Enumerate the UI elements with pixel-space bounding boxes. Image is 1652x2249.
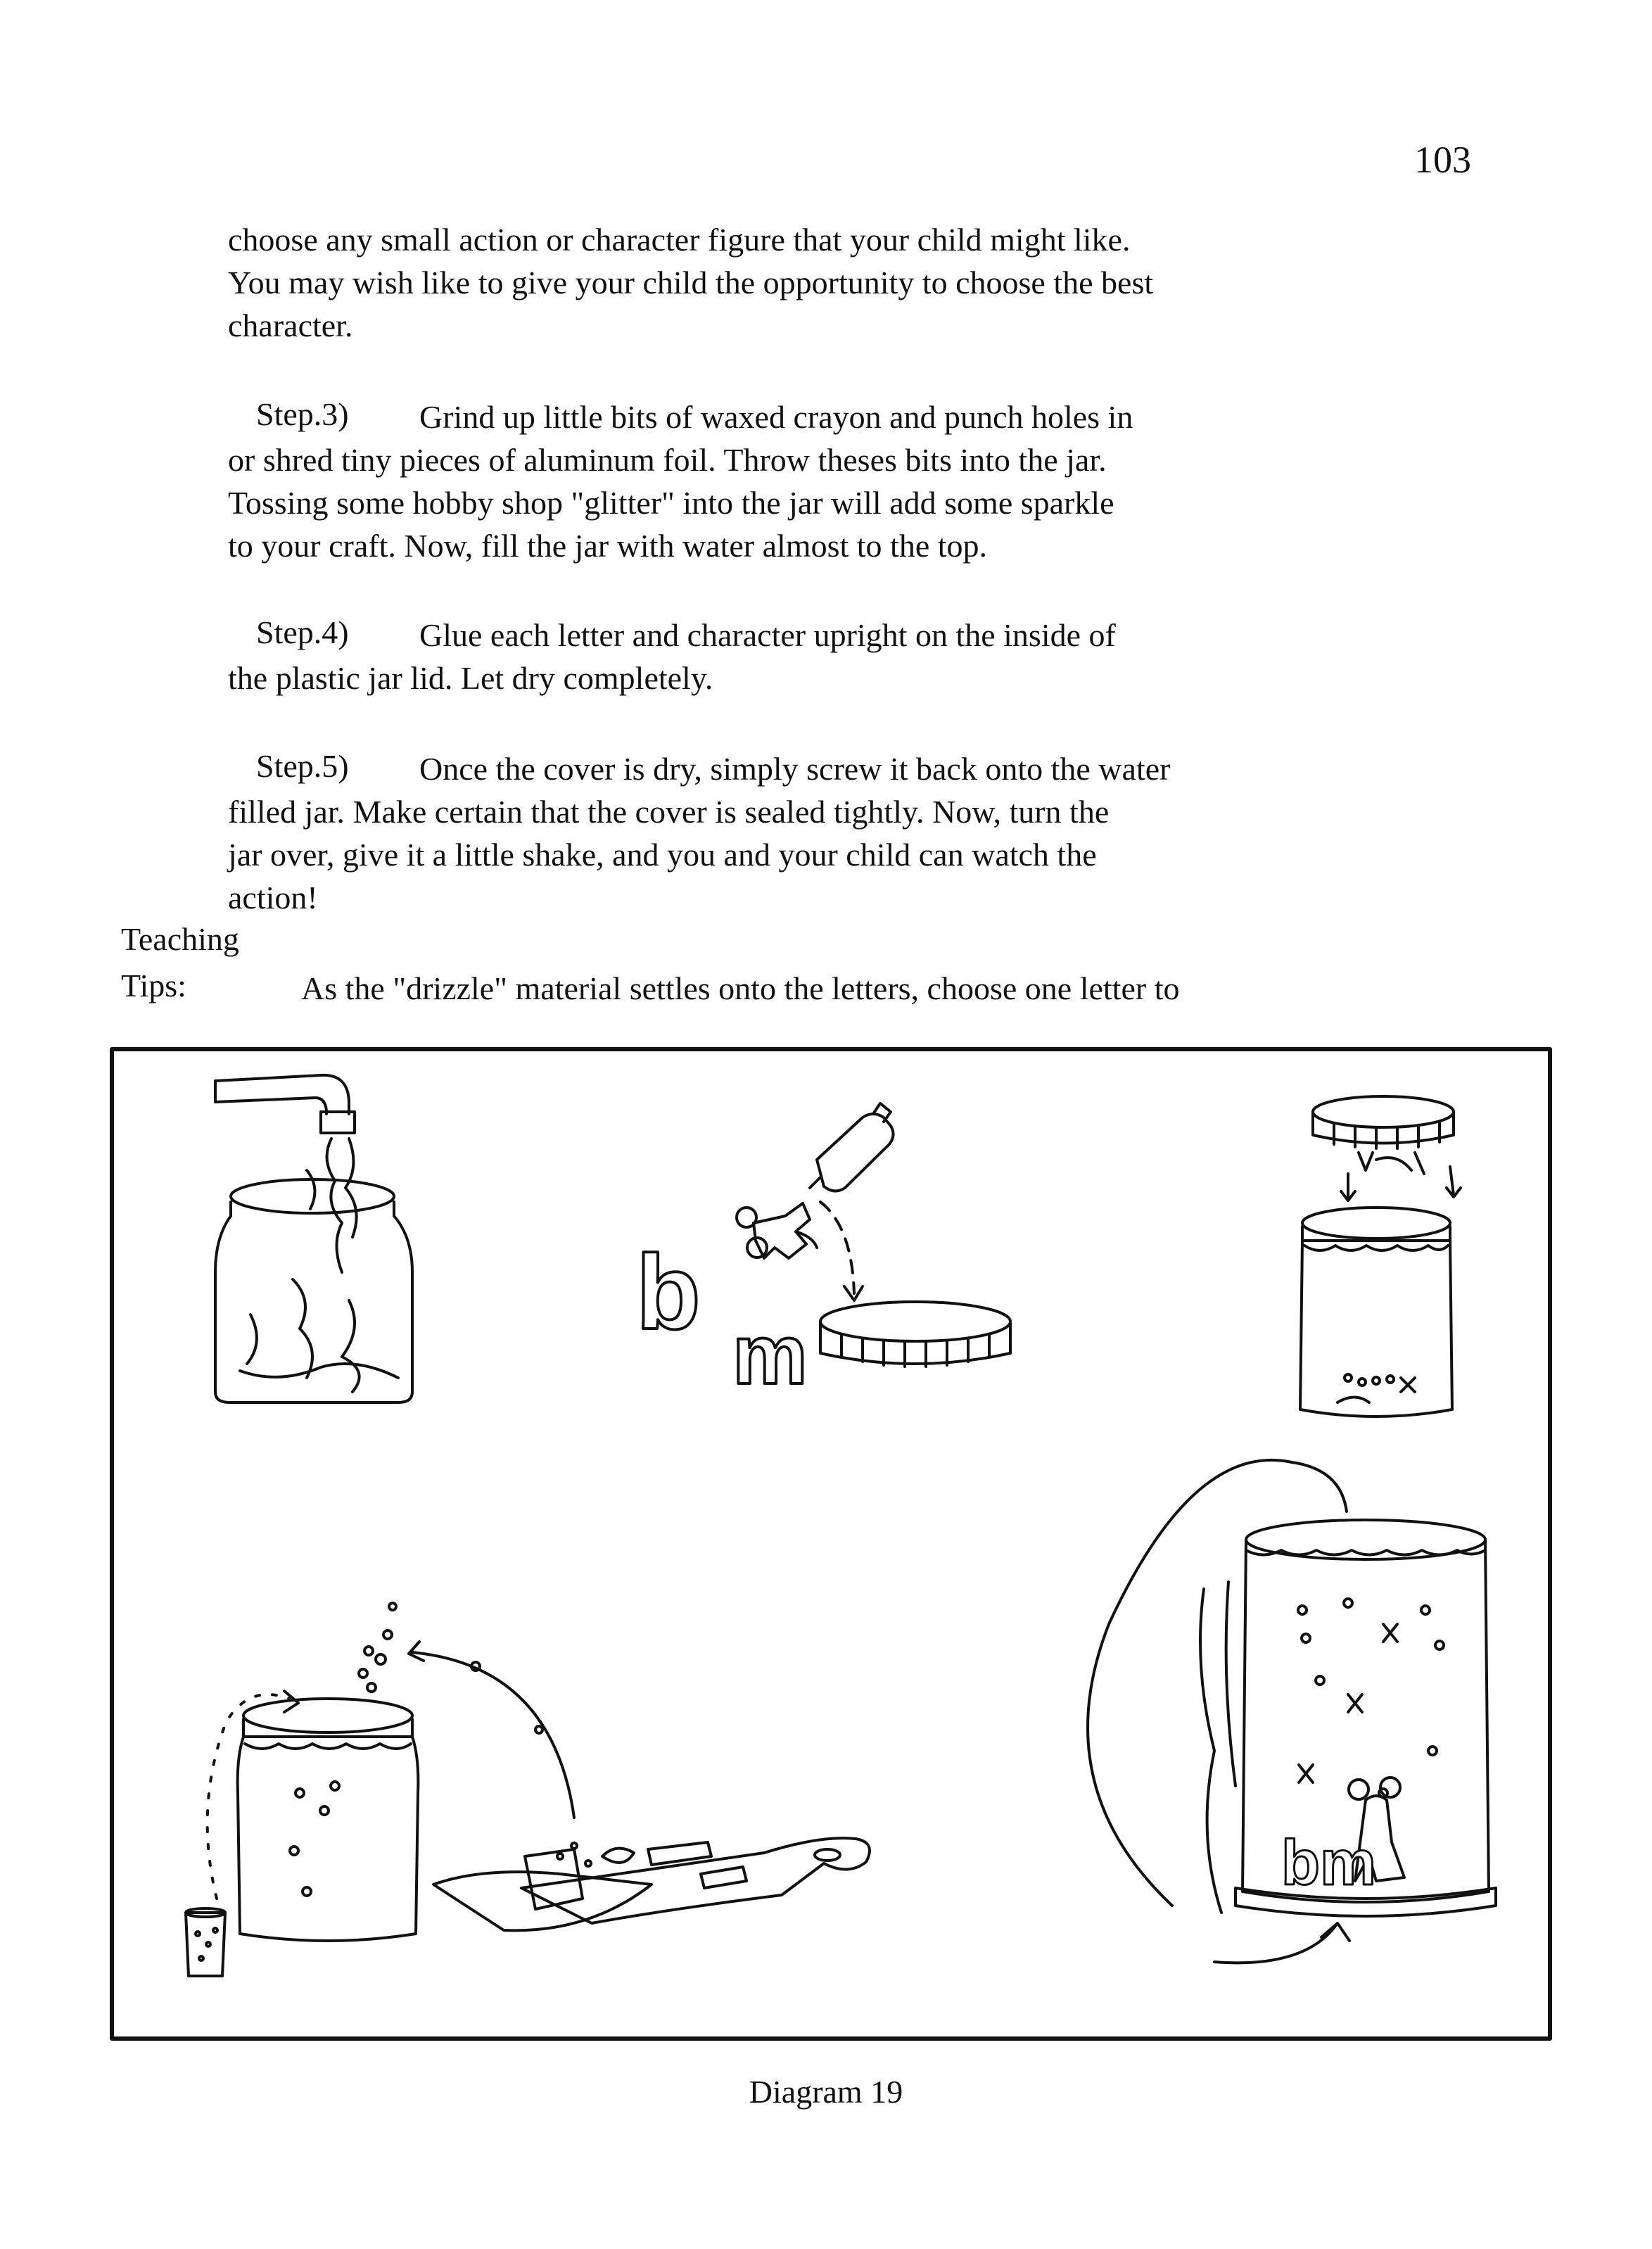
- page-number: 103: [1414, 139, 1471, 181]
- jar-lid-icon: [820, 1302, 1010, 1367]
- diagram-19-figure: [110, 1047, 1552, 2041]
- step-line: to your craft. Now, fill the jar with water almost to the top.: [228, 528, 988, 564]
- step-line: Grind up little bits of waxed crayon and punch holes in: [419, 399, 1133, 435]
- crayon-shavings-icon: [557, 1842, 746, 1888]
- teaching-tips-text: As the "drizzle" material settles onto the letters, choose one letter to: [301, 970, 1180, 1006]
- step-line: jar over, give it a little shake, and you and your child can watch the: [228, 837, 1097, 873]
- turn-arrow-tail: [1214, 1923, 1338, 1963]
- diagram-caption: Diagram 19: [749, 2074, 903, 2110]
- step-line: action!: [228, 880, 318, 916]
- step-label: Step.5): [256, 748, 349, 784]
- step-line: or shred tiny pieces of aluminum foil. Throw theses bits into the jar.: [228, 442, 1107, 478]
- step-line: Glue each letter and character upright on the inside of: [419, 617, 1116, 653]
- step-label: Step.4): [256, 614, 349, 650]
- letter-b: b: [636, 1233, 701, 1351]
- lid-with-letters-icon: [1313, 1096, 1461, 1200]
- teaching-tips-label: Tips:: [121, 968, 186, 1003]
- teaching-tips-label: Teaching: [121, 921, 239, 957]
- step-line: Once the cover is dry, simply screw it back onto the water: [419, 751, 1171, 787]
- crayon-bits-icon: [359, 1603, 542, 1733]
- faucet-icon: [215, 1075, 355, 1133]
- intro-line: character.: [228, 308, 353, 343]
- glitter-arrow: [208, 1694, 296, 1899]
- step-line: filled jar. Make certain that the cover is sealed tightly. Now, turn the: [228, 794, 1110, 830]
- water-jar-icon: [215, 1179, 412, 1402]
- open-jar-icon: [1300, 1208, 1452, 1417]
- water-stream-icon: [307, 1139, 357, 1272]
- glue-bottle-icon: [810, 1103, 894, 1191]
- intro-line: choose any small action or character figure that your child might like.: [228, 222, 1131, 258]
- shavings-arrow: [412, 1652, 574, 1818]
- dashed-arrow: [820, 1202, 854, 1293]
- intro-line: You may wish like to give your child the opportunity to choose the best: [228, 265, 1154, 300]
- mouse-figure-icon: [737, 1203, 817, 1258]
- crayon-jar-icon: [238, 1699, 419, 1941]
- glitter-cup-icon: [186, 1908, 225, 1976]
- step-line: Tossing some hobby shop "glitter" into the jar will add some sparkle: [228, 485, 1114, 521]
- letter-m: m: [732, 1307, 808, 1402]
- step-label: Step.3): [256, 396, 349, 432]
- step-line: the plastic jar lid. Let dry completely.: [228, 660, 713, 696]
- final-jar-letters: bm: [1281, 1828, 1376, 1899]
- arrow-head: [409, 1642, 424, 1661]
